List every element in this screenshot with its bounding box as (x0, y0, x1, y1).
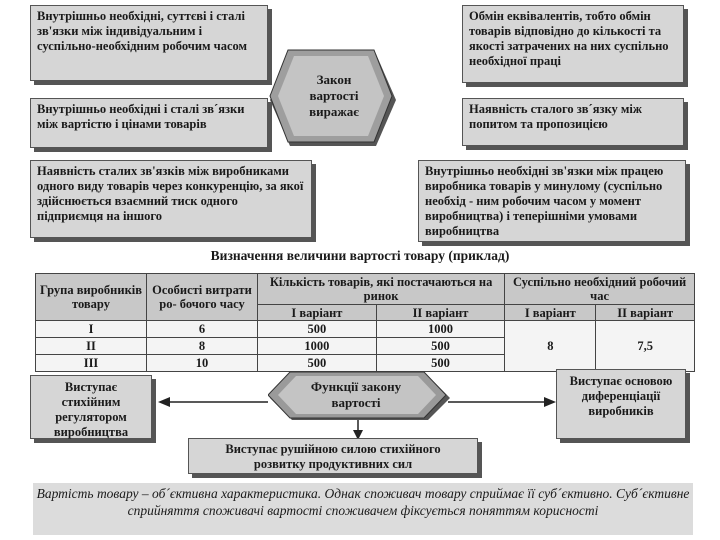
cell-q1: 500 (258, 321, 377, 338)
left-box-1: Внутрішньо необхідні, суттєві і сталі зв'язки між індивідуальним і суспільно-необхідним робочим часом (30, 5, 268, 81)
law-hexagon-label: Закон вартості виражає (309, 72, 359, 119)
function-left-box: Виступає стихійним регулятором виробництва (30, 375, 152, 439)
header-group: Група виробників товару (36, 274, 147, 321)
functions-hexagon-label: Функції закону вартості (310, 379, 402, 410)
cell-social-v1: 8 (505, 321, 596, 372)
subheader-s-v2: II варіант (596, 305, 695, 321)
right-box-2: Наявність сталого зв´язку між попитом та пропозицією (462, 98, 684, 146)
header-features: Особисті витрати ро- бочого часу (147, 274, 258, 321)
table-row (36, 321, 695, 338)
cell-q2: 1000 (376, 321, 504, 338)
left-box-3: Наявність сталих зв'язків між виробниками одного виду товарів через конкуренцію, за якої здійснюється взаємний тиск одного підприємця на іншого (30, 160, 312, 238)
cell-q2: 500 (376, 338, 504, 355)
cell-group: III (36, 355, 147, 372)
left-box-2: Внутрішньо необхідні і сталі зв´язки між вартістю і цінами товарів (30, 98, 268, 148)
header-social: Суспільно необхідний робочий час (505, 274, 695, 305)
subheader-q-v2: II варіант (376, 305, 504, 321)
cell-group: I (36, 321, 147, 338)
right-box-1: Обмін еквівалентів, тобто обмін товарів відповідно до кількості та якості затрачених на них суспільно необхідної праці (462, 5, 684, 83)
cell-time: 6 (147, 321, 258, 338)
right-box-3: Внутрішньо необхідні зв'язки між працею виробника товарів у минулому (суспільно необхід - ним робочим часом у момент виробництва) і теперішніми умовами виробництва (418, 160, 686, 242)
cell-time: 8 (147, 338, 258, 355)
function-bottom-box: Виступає рушійною силою стихійного розвитку продуктивних сил (188, 438, 478, 474)
cell-social-v2: 7,5 (596, 321, 695, 372)
subheader-s-v1: I варіант (505, 305, 596, 321)
cell-q1: 500 (258, 355, 377, 372)
value-table (35, 273, 695, 372)
cell-q1: 1000 (258, 338, 377, 355)
footer-note: Вартість товару – об´єктивна характеристика. Однак споживач товару сприймає її суб´єктивно. Суб´єктивне сприйняття споживачі вартості споживачем фіксується поняттям корисності (33, 483, 693, 535)
cell-q2: 500 (376, 355, 504, 372)
cell-time: 10 (147, 355, 258, 372)
header-quantity: Кількість товарів, які постачаються на ринок (258, 274, 505, 305)
cell-group: II (36, 338, 147, 355)
function-right-box: Виступає основою диференціації виробників (556, 369, 686, 439)
table-title: Визначення величини вартості товару (приклад) (210, 248, 510, 263)
subheader-q-v1: I варіант (258, 305, 377, 321)
